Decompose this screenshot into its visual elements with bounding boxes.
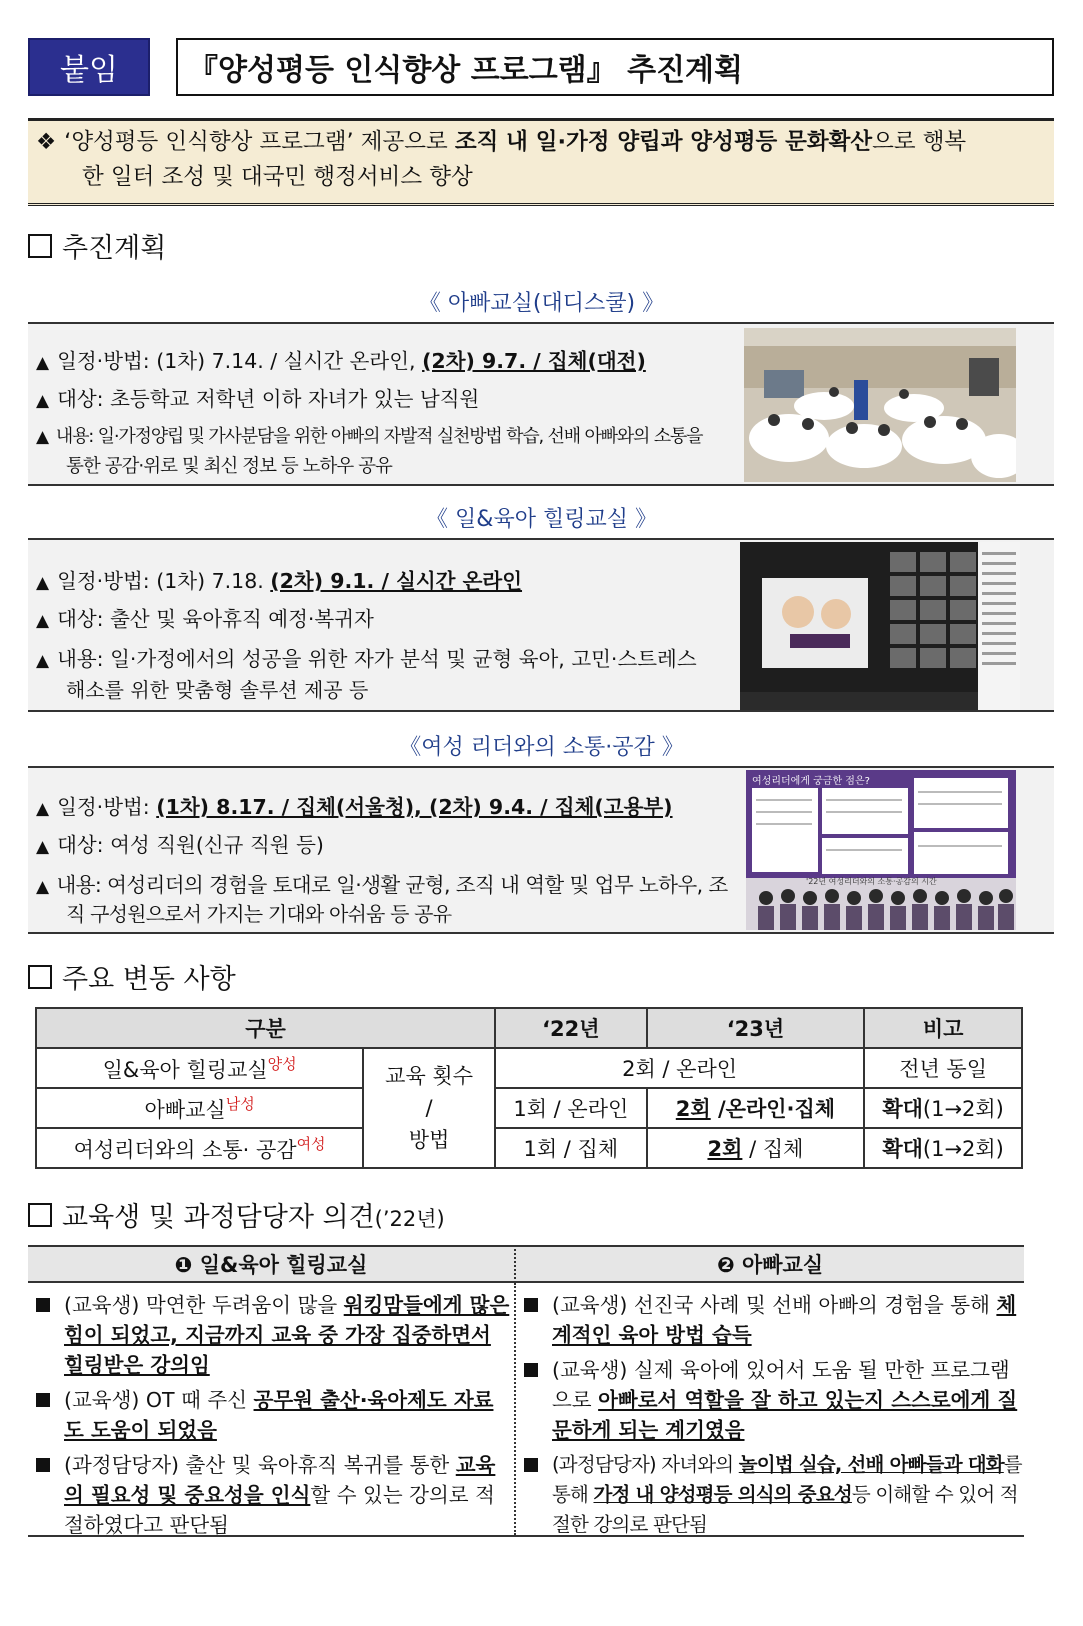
section-changes-title: 주요 변동 사항: [62, 964, 236, 995]
program-target: ▲ 대상: 출산 및 육아휴직 예정·복귀자: [36, 607, 374, 631]
summary-text-bold: 조직 내 일·가정 양립과 양성평등 문화확산: [454, 129, 873, 155]
document-title: 『양성평등 인식향상 프로그램』 추진계획: [176, 38, 1054, 96]
list-item: (과정담당자) 출산 및 육아휴직 복귀를 통한 교육의 필요성 및 중요성을 인식할 수 있는 강의로 적절하였다고 판단됨: [32, 1450, 512, 1540]
method-label: 교육 횟수 / 방법: [363, 1048, 495, 1168]
program-panel-healing: [28, 538, 1054, 712]
opinion-right-list: [520, 1290, 1024, 1545]
women-leader-photo: [746, 770, 1016, 930]
section-plan: [28, 226, 166, 265]
program-title-women-leader: 《여성 리더와의 소통·공감 》: [399, 735, 684, 760]
header-2023: ‘23년: [647, 1008, 865, 1048]
program-target: ▲ 대상: 여성 직원(신규 직원 등): [36, 833, 324, 857]
header-2022: ‘22년: [495, 1008, 647, 1048]
row-2022: 1회 / 온라인: [495, 1088, 647, 1128]
table-row: [36, 1048, 1022, 1088]
program-title-daddy: 《 아빠교실(대디스쿨) 》: [418, 291, 665, 316]
table-row: [36, 1128, 1022, 1168]
row-2022: 1회 / 집체: [495, 1128, 647, 1168]
program-content-cont: 해소를 위한 맞춤형 솔루션 제공 등: [66, 678, 369, 702]
header-category: 구분: [36, 1008, 495, 1048]
program-content: ▲ 내용: 일·가정에서의 성공을 위한 자가 분석 및 균형 육아, 고민·스트레스: [36, 647, 697, 671]
opinion-left-title: ❶ 일&육아 힐링교실: [28, 1245, 514, 1283]
row-2023: 2회 / 집체: [647, 1128, 865, 1168]
changes-table: [35, 1007, 1023, 1169]
row-name: 아빠교실$^{남성}$: [36, 1088, 363, 1128]
program-schedule: ▲ 일정·방법: (1차) 8.17. / 집체(서울청), (2차) 9.4. / 집체(고용부): [36, 795, 673, 819]
row-note: 확대(1→2회): [864, 1128, 1022, 1168]
summary-box: [28, 118, 1054, 206]
list-item: (과정담당자) 자녀와의 놀이법 실습, 선배 아빠들과 대화를 통해 가정 내 양성평등 의식의 중요성등 이해할 수 있어 적절한 강의로 판단됨: [520, 1450, 1024, 1540]
summary-text-b: 으로 행복: [872, 129, 967, 155]
section-opinions-suffix: (’22년): [374, 1207, 445, 1231]
program-schedule: ▲ 일정·방법: (1차) 7.18. (2차) 9.1. / 실시간 온라인: [36, 569, 523, 593]
program-target: ▲ 대상: 초등학교 저학년 이하 자녀가 있는 남직원: [36, 387, 480, 411]
opinion-left-list: [32, 1290, 512, 1545]
row-note: 전년 동일: [864, 1048, 1022, 1088]
program-content: ▲ 내용: 여성리더의 경험을 토대로 일·생활 균형, 조직 내 역할 및 업무 노하우, 조: [36, 873, 728, 897]
program-content: ▲ 내용: 일·가정양립 및 가사분담을 위한 아빠의 자발적 실천방법 학습, 선배 아빠와의 소통을: [36, 426, 703, 447]
row-value: 2회 / 온라인: [495, 1048, 864, 1088]
summary-text-a: ‘양성평등 인식향상 프로그램’ 제공으로: [64, 129, 455, 155]
table-header-row: [36, 1008, 1022, 1048]
section-changes: [28, 957, 236, 996]
list-item: (교육생) 실제 육아에 있어서 도움 될 만한 프로그램으로 아빠로서 역할을 잘 하고 있는지 스스로에게 질문하게 되는 계기였음: [520, 1355, 1024, 1445]
row-note: 확대(1→2회): [864, 1088, 1022, 1128]
table-row: [36, 1088, 1022, 1128]
list-item: (교육생) 막연한 두려움이 많을 워킹맘들에게 많은 힘이 되었고, 지금까지 교육 중 가장 집중하면서 힐링받은 강의임: [32, 1290, 512, 1380]
opinion-divider: [514, 1283, 516, 1535]
header-note: 비고: [864, 1008, 1022, 1048]
program-schedule: ▲ 일정·방법: (1차) 7.14. / 실시간 온라인, (2차) 9.7. / 집체(대전): [36, 349, 646, 373]
section-opinions-title: 교육생 및 과정담당자 의견: [62, 1202, 375, 1233]
program-panel-women-leader: [28, 766, 1054, 934]
photo-banner-text: 여성리더에게 궁금한 점은?: [752, 776, 870, 787]
list-item: (교육생) 선진국 사례 및 선배 아빠의 경험을 통해 체계적인 육아 방법 습득: [520, 1290, 1024, 1350]
row-name: 여성리더와의 소통· 공감$^{여성}$: [36, 1128, 363, 1168]
list-item: (교육생) OT 때 주신 공무원 출산·육아제도 자료도 도움이 되었음: [32, 1385, 512, 1445]
opinion-right-title: ❷ 아빠교실: [514, 1245, 1024, 1283]
program-content-cont: 통한 공감·위로 및 최신 정보 등 노하우 공유: [66, 456, 392, 477]
photo-caption-text: '22년 여성리더와의 소통·공감의 시간: [806, 877, 937, 886]
program-content-cont: 직 구성원으로서 가지는 기대와 아쉬움 등 공유: [66, 902, 452, 926]
program-title-healing: 《 일&육아 힐링교실 》: [426, 507, 657, 532]
row-name: 일&육아 힐링교실$^{양성}$: [36, 1048, 363, 1088]
daddy-class-photo: [744, 328, 1016, 482]
healing-class-screenshot: [740, 542, 1020, 710]
attachment-tag: 붙임: [28, 38, 150, 96]
summary-line2: 한 일터 조성 및 대국민 행정서비스 향상: [82, 164, 473, 190]
summary-bullet: ❖: [36, 129, 57, 155]
section-plan-title: 추진계획: [62, 233, 167, 264]
section-opinions: [28, 1195, 445, 1234]
row-2023: 2회 /온라인·집체: [647, 1088, 865, 1128]
program-panel-daddy: [28, 322, 1054, 486]
